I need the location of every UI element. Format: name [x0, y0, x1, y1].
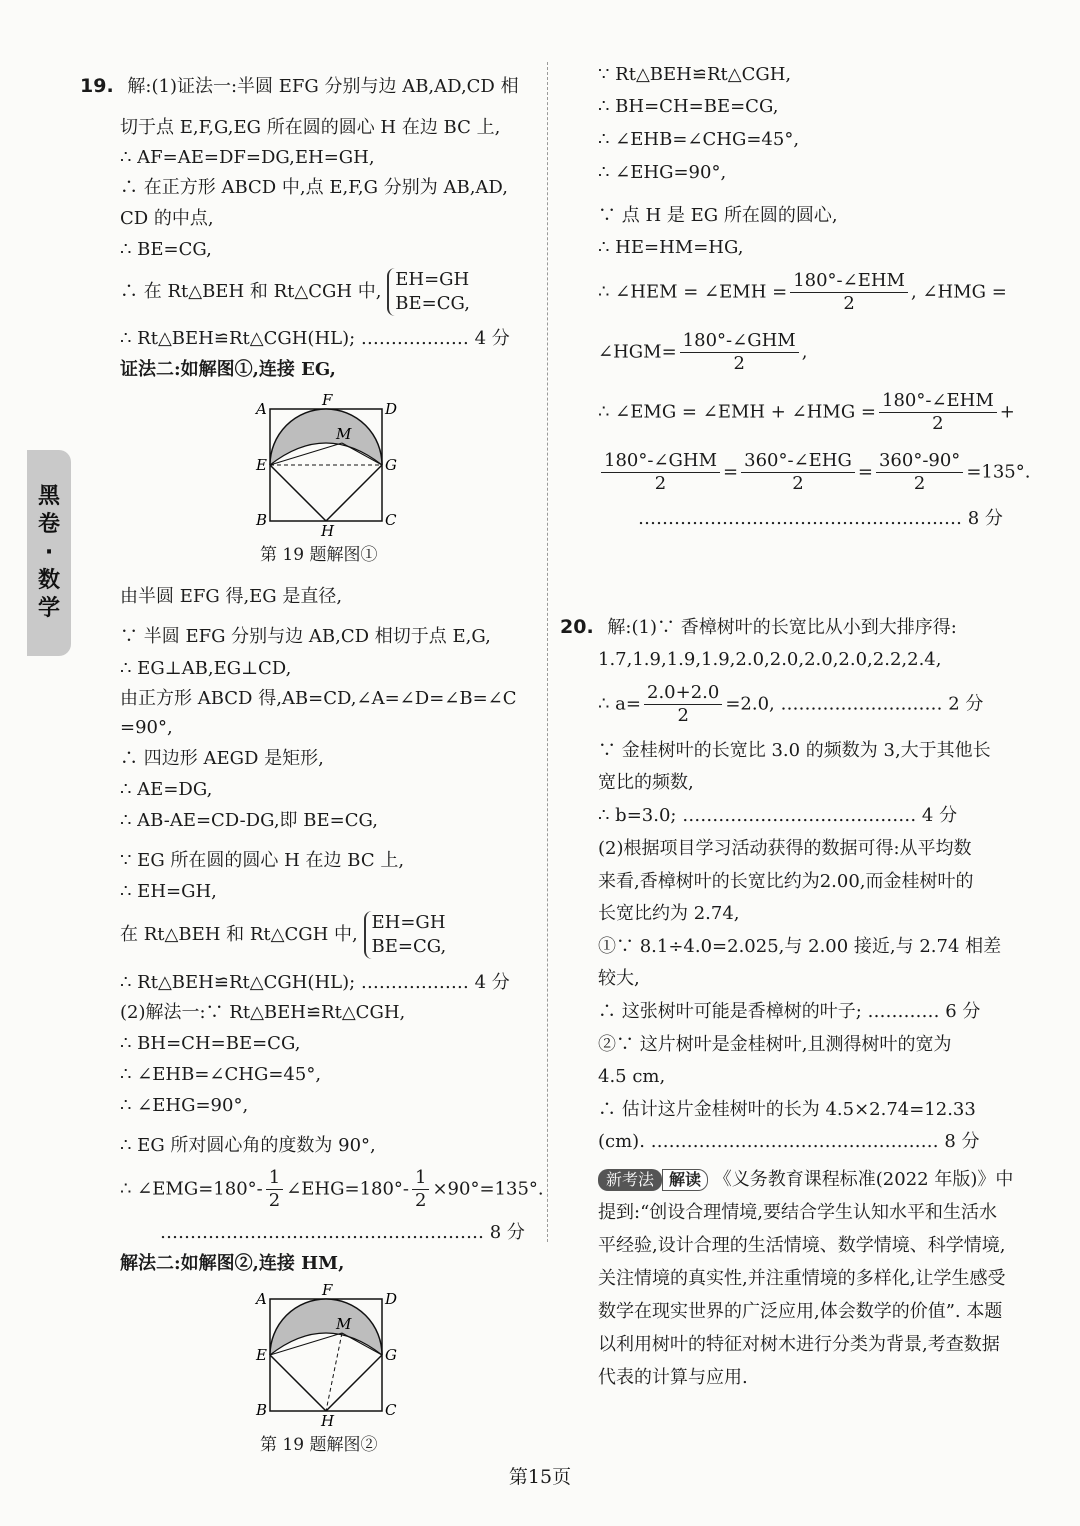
side-tab-char: 数: [37, 568, 60, 593]
q20-line-5: 宽比的频数,: [598, 772, 694, 793]
shaded-region: [270, 409, 382, 465]
fraction: $\frac{\text{180°-∠EHM}}{2}$: [879, 390, 997, 435]
r-line-2: ∴ BH=CH=BE=CG,: [598, 96, 779, 117]
question-number: 19.: [80, 75, 114, 97]
q20-line-10: ①∵ 8.1÷4.0=2.025,与 2.00 接近,与 2.74 相差: [598, 936, 1002, 957]
label-m: M: [336, 1315, 352, 1333]
figure-2: [252, 1281, 398, 1430]
side-tab-char: 黑: [37, 484, 60, 509]
fraction: $\frac{1}{2}$: [412, 1167, 429, 1212]
segment-hm: [326, 1333, 342, 1411]
label-e: E: [256, 1346, 267, 1364]
q20-line-3: ∴ a= $\frac{2.0+2.0}{2}$ =2.0, ……………………… 2 分: [598, 682, 984, 726]
segment-gh: [326, 1355, 382, 1411]
q19-line-8: ∴ Rt△BEH≌Rt△CGH(HL); ……………… 4 分: [120, 328, 510, 349]
equation-system: EH=GH BE=CG,: [364, 911, 447, 959]
q19-line-20: 在 Rt△BEH 和 Rt△CGH 中, EH=GH BE=CG,: [120, 912, 447, 957]
q19-line-22: (2)解法一:∵ Rt△BEH≌Rt△CGH,: [120, 1002, 406, 1023]
r-line-9: ∴ ∠EMG = ∠EMH + ∠HMG = $\frac{\text{180°-∠EHM}}{2}$ +: [598, 390, 1015, 434]
q20-line-8: 来看,香樟树叶的长宽比约为2.00,而金桂树叶的: [598, 871, 974, 892]
q19-line-9: 证法二:如解图①,连接 EG,: [120, 359, 336, 380]
new-method-badge: 新考法: [598, 1169, 662, 1191]
q19-line-29: 解法二:如解图②,连接 HM,: [120, 1253, 345, 1274]
q19-line-13: 由正方形 ABCD 得,AB=CD,∠A=∠D=∠B=∠C: [120, 688, 517, 709]
q20-line-13: ②∵ 这片树叶是金桂树叶,且测得树叶的宽为: [598, 1034, 952, 1055]
q19-line-7: ∴ 在 Rt△BEH 和 Rt△CGH 中, EH=GH BE=CG,: [120, 269, 470, 314]
segment-eh: [270, 1355, 326, 1411]
label-b: B: [256, 1401, 268, 1419]
label-f: F: [322, 391, 333, 409]
equation-system: EH=GH BE=CG,: [387, 268, 470, 316]
q19-line-27: ∴ ∠EMG=180°- $\frac{1}{2}$ ∠EHG=180°- $\frac{1}{2}$ ×90°=135°.: [120, 1167, 544, 1211]
q20-line-14: 4.5 cm,: [598, 1066, 666, 1087]
label-d: D: [385, 400, 398, 418]
q19-line-1: 19. 解:(1)证法一:半圆 EFG 分别与边 AB,AD,CD 相: [80, 75, 519, 97]
q20-line-7: (2)根据项目学习活动获得的数据可得:从平均数: [598, 838, 972, 859]
q19-line-16: ∴ AE=DG,: [120, 779, 213, 800]
q20-line-16: (cm). ………………………………………… 8 分: [598, 1131, 980, 1152]
figure-1: [252, 391, 398, 540]
label-d: D: [385, 1290, 398, 1308]
side-tab-char: 学: [37, 596, 60, 621]
side-tab-char: 卷: [37, 512, 60, 537]
fraction: $\frac{\text{360°-∠EHG}}{2}$: [741, 450, 855, 495]
segment-eh: [270, 465, 326, 521]
q19-line-4: ∴ 在正方形 ABCD 中,点 E,F,G 分别为 AB,AD,: [120, 177, 508, 198]
fraction: $\frac{1}{2}$: [266, 1167, 283, 1212]
q20-line-6: ∴ b=3.0; ………………………………… 4 分: [598, 805, 958, 826]
label-c: C: [385, 1401, 397, 1419]
q19-line-15: ∴ 四边形 AEGD 是矩形,: [120, 748, 324, 769]
q19-line-10: 由半圆 EFG 得,EG 是直径,: [120, 586, 343, 607]
label-e: E: [256, 456, 267, 474]
label-h: H: [321, 522, 335, 540]
label-c: C: [385, 511, 397, 529]
q19-line-19: ∴ EH=GH,: [120, 881, 217, 902]
fraction: $\frac{\text{180°-∠GHM}}{2}$: [680, 330, 799, 375]
exam-note: [598, 1163, 1014, 1394]
fraction: $\frac{360^\circ-90^\circ}{2}$: [876, 450, 963, 495]
shaded-region: [270, 1299, 382, 1355]
r-line-11: ……………………………………………… 8 分: [638, 508, 1003, 529]
question-number: 20.: [560, 616, 594, 638]
q19-line-26: ∴ EG 所对圆心角的度数为 90°,: [120, 1135, 376, 1156]
q19-line-14: =90°,: [120, 717, 173, 738]
q19-line-17: ∴ AB-AE=CD-DG,即 BE=CG,: [120, 810, 378, 831]
q20-line-1: 20. 解:(1)∵ 香樟树叶的长宽比从小到大排序得:: [560, 616, 957, 638]
q19-line-12: ∴ EG⊥AB,EG⊥CD,: [120, 658, 292, 679]
r-line-6: ∴ HE=HM=HG,: [598, 237, 744, 258]
q20-line-2: 1.7,1.9,1.9,1.9,2.0,2.0,2.0,2.0,2.2,2.4,: [598, 649, 942, 670]
fraction: $\frac{2.0+2.0}{2}$: [644, 682, 722, 727]
label-m: M: [336, 425, 352, 443]
label-b: B: [256, 511, 268, 529]
figure-1-caption: 第 19 题解图①: [260, 545, 378, 565]
q20-line-9: 长宽比约为 2.74,: [598, 903, 740, 924]
q19-line-24: ∴ ∠EHB=∠CHG=45°,: [120, 1064, 322, 1085]
label-g: G: [385, 1346, 397, 1364]
fraction: $\frac{\text{180°-∠GHM}}{2}$: [601, 450, 720, 495]
r-line-10: $\frac{\text{180°-∠GHM}}{2}$ = $\frac{\text{360°-∠EHG}}{2}$ = $\frac{360^\circ-90^\circ}{2}$ =135°.: [598, 450, 1030, 495]
r-line-5: ∵ 点 H 是 EG 所在圆的圆心,: [598, 205, 838, 226]
label-g: G: [385, 456, 397, 474]
q19-line-28: ……………………………………………… 8 分: [160, 1222, 525, 1243]
q19-line-25: ∴ ∠EHG=90°,: [120, 1095, 249, 1116]
q19-line-23: ∴ BH=CH=BE=CG,: [120, 1033, 301, 1054]
q19-line-5: CD 的中点,: [120, 208, 214, 229]
r-line-4: ∴ ∠EHG=90°,: [598, 162, 727, 183]
q20-line-15: ∴ 估计这片金桂树叶的长为 4.5×2.74=12.33: [598, 1099, 976, 1120]
r-line-1: ∵ Rt△BEH≌Rt△CGH,: [598, 64, 792, 85]
q20-line-4: ∵ 金桂树叶的长宽比 3.0 的频数为 3,大于其他长: [598, 740, 991, 761]
interpretation-badge: 解读: [662, 1169, 708, 1191]
q20-line-12: ∴ 这张树叶可能是香樟树的叶子; ………… 6 分: [598, 1001, 981, 1022]
note-text: 《义务教育课程标准(2022 年版)》中提到:“创设合理情境,要结合学生认知水平和生活水平经验,设计合理的生活情境、数学情境、科学情境,关注情境的真实性,并注重情境的多样化,让学生感受数学在现实世界的广泛应用,体会数学的价值”. 本题以利用树叶的特征对树木进行分类为背景,考查数据代表的计算与应用.: [598, 1169, 1014, 1388]
label-a: A: [256, 400, 267, 418]
label-h: H: [321, 1412, 335, 1430]
q19-line-18: ∵ EG 所在圆的圆心 H 在边 BC 上,: [120, 850, 405, 871]
side-tab: [27, 450, 71, 656]
q19-line-6: ∴ BE=CG,: [120, 239, 212, 260]
q19-line-21: ∴ Rt△BEH≌Rt△CGH(HL); ……………… 4 分: [120, 972, 510, 993]
q20-line-11: 较大,: [598, 968, 640, 989]
segment-gh: [326, 465, 382, 521]
q19-line-11: ∵ 半圆 EFG 分别与边 AB,CD 相切于点 E,G,: [120, 626, 491, 647]
figure-2-caption: 第 19 题解图②: [260, 1435, 378, 1455]
column-divider: [547, 62, 548, 1242]
r-line-3: ∴ ∠EHB=∠CHG=45°,: [598, 129, 800, 150]
r-line-8: ∠HGM= $\frac{\text{180°-∠GHM}}{2}$ ,: [598, 330, 808, 374]
q19-line-3: ∴ AF=AE=DF=DG,EH=GH,: [120, 147, 375, 168]
label-f: F: [322, 1281, 333, 1299]
q19-line-2: 切于点 E,F,G,EG 所在圆的圆心 H 在边 BC 上,: [120, 117, 501, 138]
fraction: $\frac{\text{180°-∠EHM}}{2}$: [790, 270, 908, 315]
side-tab-char: ·: [44, 540, 54, 565]
r-line-7: ∴ ∠HEM = ∠EMH = $\frac{\text{180°-∠EHM}}{2}$ , ∠HMG =: [598, 270, 1007, 314]
label-a: A: [256, 1290, 267, 1308]
page-number: 第15页: [508, 1466, 572, 1488]
